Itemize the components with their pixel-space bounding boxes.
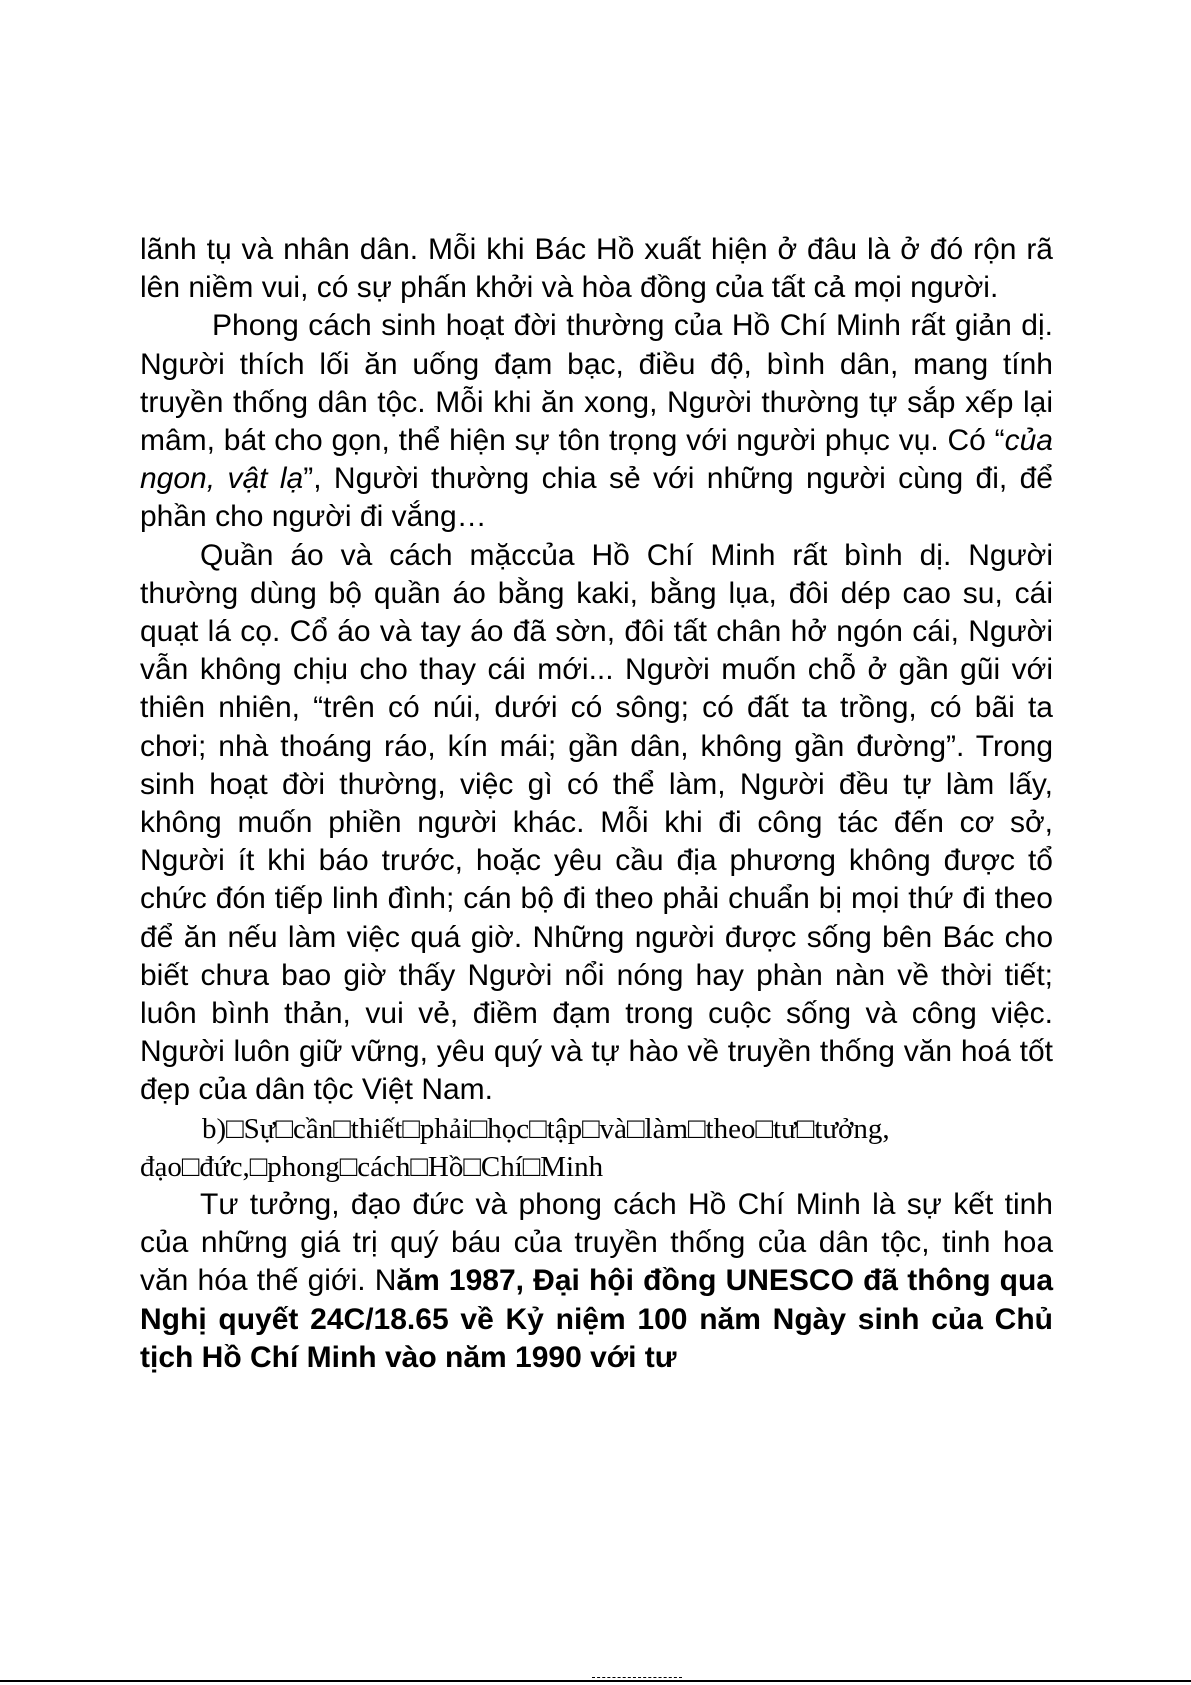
document-body [140, 231, 1053, 1377]
paragraph-text: Quần áo và cách mặccủa Hồ Chí Minh rất bình dị. Người thường dùng bộ quần áo bằng kaki, bằng lụa, đôi dép cao su, cái quạt lá cọ. Cổ áo và tay áo đã sờn, đôi tất chân hở ngón cái, Người vẫn không chịu cho thay cái mới... Người muốn chỗ ở gần gũi với thiên nhiên, “trên có núi, dưới có sông; có đất ta trồng, có bãi ta chơi; nhà thoáng ráo, kín mái; gần dân, không gần đường”. Trong sinh hoạt đời thường, việc gì có thể làm, Người đều tự làm lấy, không muốn phiền người khác. Mỗi khi đi công tác đến cơ sở, Người ít khi báo trước, hoặc yêu cầu địa phương không được tổ chức đón tiếp linh đình; cán bộ đi theo phải chuẩn bị mọi thứ đi theo để ăn nếu làm việc quá giờ. Những người được sống bên Bác cho biết chưa bao giờ thấy Người nổi nóng hay phàn nàn về thời tiết; luôn bình thản, vui vẻ, điềm đạm trong cuộc sống và công việc. Người luôn giữ vững, yêu quý và tự hào về truyền thống văn hoá tốt đẹp của dân tộc Việt Nam. [140, 538, 1053, 1107]
bold-text: ăm 1987, Đại hội đồng UNESCO đã thông qua Nghị quyết 24C/18.65 về Kỷ niệm 100 năm Ngày sinh của Chủ tịch Hồ Chí Minh vào năm 1990 với tư [140, 1264, 1054, 1374]
italic-quote: của ngon, vật lạ [140, 424, 1053, 496]
paragraph-text: Tư tưởng, đạo đức và phong cách Hồ Chí Minh là sự kết tinh của những giá trị quý báu của truyền thống của dân tộc, tinh hoa văn hóa thế giới. N [140, 1188, 1053, 1298]
paragraph-text: Phong cách sinh hoạt đời thường của Hồ Chí Minh rất giản dị. Người thích lối ăn uống đạm bạc, điều độ, bình dân, mang tính truyền thống dân tộc. Mỗi khi ăn xong, Người thường tự sắp xếp lại mâm, bát cho gọn, thể hiện sự tôn trọng với người phục vụ. Có “ [140, 309, 1053, 458]
paragraph-text: lãnh tụ và nhân dân. Mỗi khi Bác Hồ xuất hiện ở đâu là ở đó rộn rã lên niềm vui, có sự phấn khởi và hòa đồng của tất cả mọi người. [140, 233, 1053, 305]
paragraph-daily-lifestyle [140, 307, 1053, 536]
paragraph-clothing [140, 537, 1053, 1110]
section-heading [140, 1110, 1053, 1186]
page-bottom-mark [592, 1677, 682, 1681]
paragraph-leaders-and-people [140, 231, 1053, 307]
paragraph-text: ”, Người thường chia sẻ với những người cùng đi, để phần cho người đi vắng… [140, 462, 1053, 534]
paragraph-ideology [140, 1186, 1053, 1377]
section-heading-line-2: đạo□đức,□phong□cách□Hồ□Chí□Minh [140, 1150, 604, 1183]
section-heading-line-1: b)□Sự□cần□thiết□phải□học□tập□và□làm□theo□tư□tưởng, [202, 1112, 890, 1145]
